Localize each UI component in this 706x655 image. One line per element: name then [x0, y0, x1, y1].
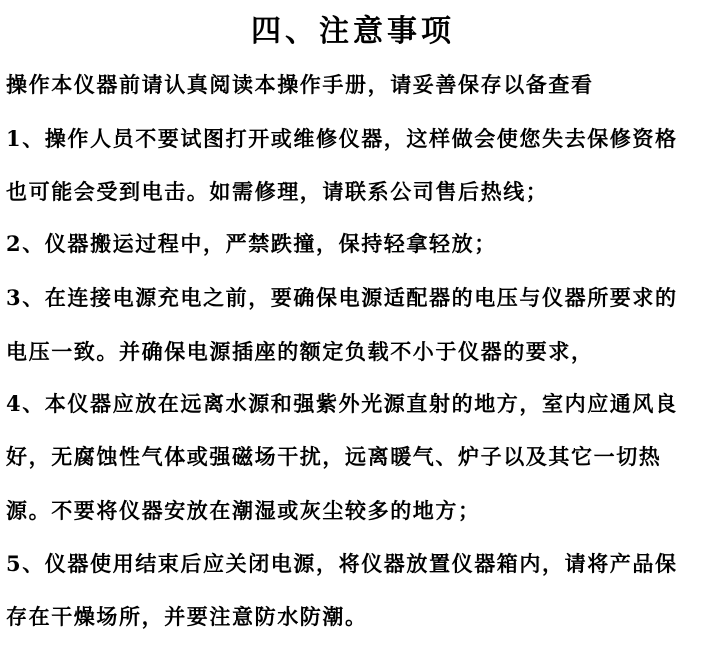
note-1-line-2: 也可能会受到电击。如需修理，请联系公司售后热线； — [6, 179, 549, 204]
note-3-line-1: 3、在连接电源充电之前，要确保电源适配器的电压与仪器所要求的 — [6, 285, 678, 310]
intro-line: 操作本仪器前请认真阅读本操作手册，请妥善保存以备查看 — [6, 72, 594, 97]
note-3-line-2: 电压一致。并确保电源插座的额定负载不小于仪器的要求， — [6, 339, 594, 364]
note-5-line-1: 5、仪器使用结束后应关闭电源，将仪器放置仪器箱内，请将产品保 — [6, 551, 678, 576]
note-4-line-3: 源。不要将仪器安放在潮湿或灰尘较多的地方； — [6, 498, 481, 523]
note-1-line-1: 1、操作人员不要试图打开或维修仪器，这样做会使您失去保修资格 — [6, 126, 678, 151]
section-title: 四、注意事项 — [251, 14, 455, 49]
note-4-line-2: 好，无腐蚀性气体或强磁场干扰，远离暖气、炉子以及其它一切热 — [6, 444, 662, 469]
note-5-line-2: 存在干燥场所，并要注意防水防潮。 — [6, 604, 368, 629]
note-2-line-1: 2、仪器搬运过程中，严禁跌撞，保持轻拿轻放； — [6, 231, 497, 256]
note-4-line-1: 4、本仪器应放在远离水源和强紫外光源直射的地方，室内应通风良 — [6, 391, 678, 416]
